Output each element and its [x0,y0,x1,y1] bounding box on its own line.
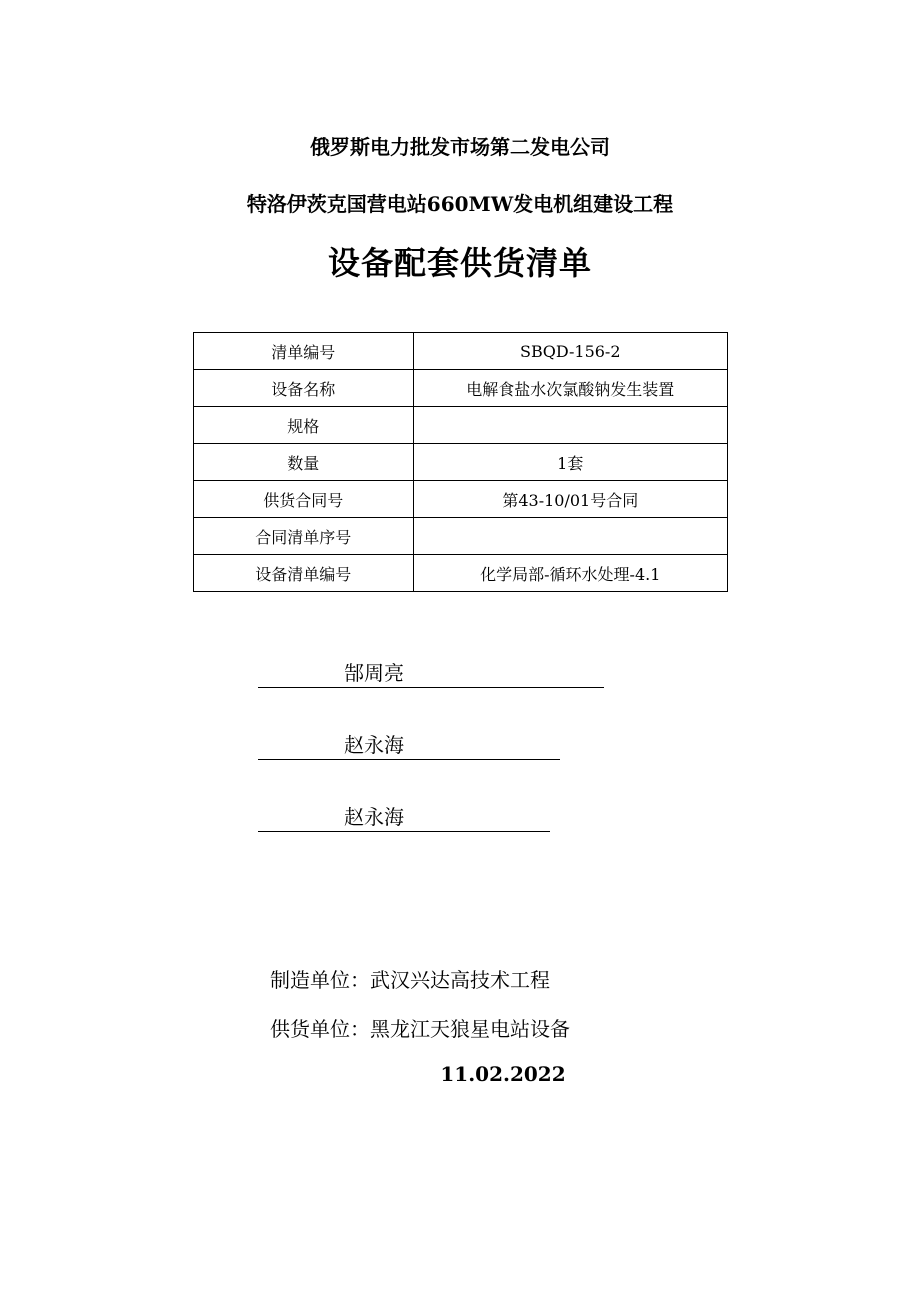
signature-line-2 [258,731,560,760]
row-label: 供货合同号 [194,481,414,518]
document-title: 设备配套供货清单 [327,244,592,282]
row-value: 1套 [413,444,727,481]
row-value: 第43-10/01号合同 [413,481,727,518]
document-date: 11.02.2022 [440,1062,566,1086]
row-value: SBQD-156-2 [413,333,727,370]
row-label: 清单编号 [194,333,414,370]
row-value: 电解食盐水次氯酸钠发生装置 [413,370,727,407]
equipment-info-table [193,332,728,592]
row-label: 规格 [194,407,414,444]
supplier-line: 供货单位：黑龙江天狼星电站设备 [270,1017,570,1041]
table-row [194,444,728,481]
table-row [194,518,728,555]
table-row [194,481,728,518]
project-name: 特洛伊茨克国营电站660MW发电机组建设工程 [246,192,674,216]
company-name: 俄罗斯电力批发市场第二发电公司 [310,135,610,159]
manufacturer-line: 制造单位：武汉兴达高技术工程 [270,968,550,992]
table-row [194,407,728,444]
row-value [413,518,727,555]
row-label: 合同清单序号 [194,518,414,555]
signature-line-3 [258,803,550,832]
signature-line-1 [258,659,604,688]
table-row [194,333,728,370]
row-label: 数量 [194,444,414,481]
row-value: 化学局部-循环水处理-4.1 [413,555,727,592]
table-row [194,555,728,592]
signature-name: 赵永海 [344,733,404,757]
signature-name: 郜周亮 [344,661,404,685]
row-label: 设备清单编号 [194,555,414,592]
table-row [194,370,728,407]
signature-name: 赵永海 [344,805,404,829]
row-label: 设备名称 [194,370,414,407]
row-value [413,407,727,444]
